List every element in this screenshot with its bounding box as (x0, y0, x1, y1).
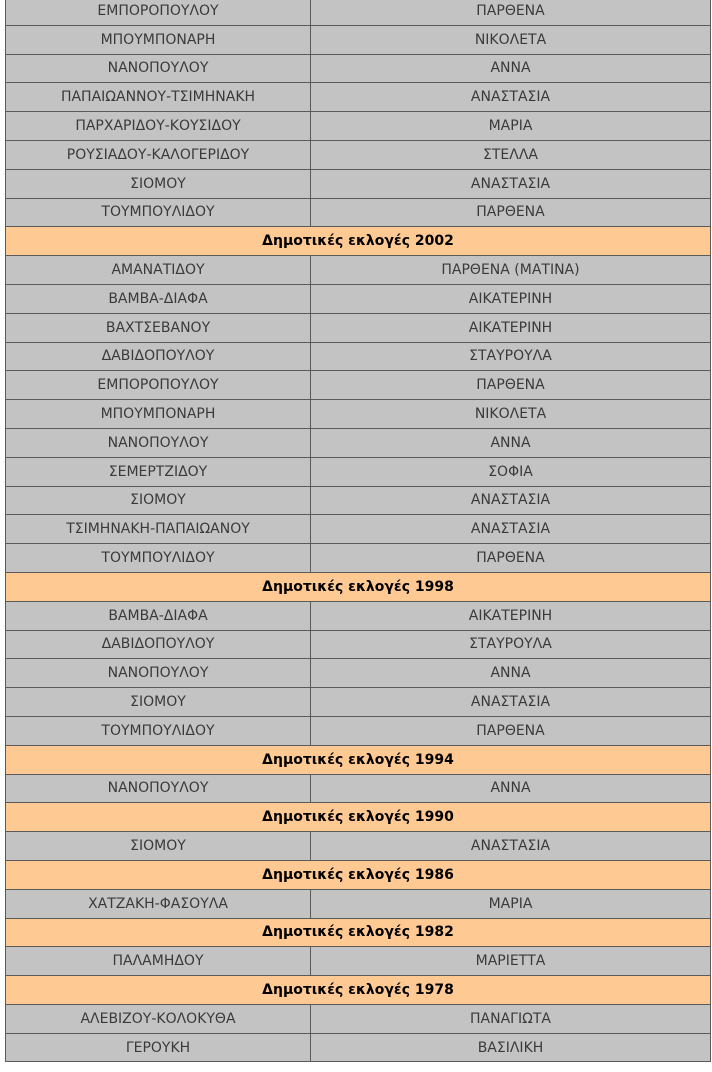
first-name-cell: ΑΝΑΣΤΑΣΙΑ (311, 486, 711, 515)
table-row (6, 688, 711, 717)
surname-cell: ΣΙΟΜΟΥ (6, 486, 311, 515)
first-name-cell: ΑΙΚΑΤΕΡΙΝΗ (311, 313, 711, 342)
first-name-cell: ΑΝΑΣΤΑΣΙΑ (311, 169, 711, 198)
election-year-header: Δημοτικές εκλογές 1998 (6, 572, 711, 601)
table-row (6, 947, 711, 976)
first-name-cell: ΑΝΝΑ (311, 659, 711, 688)
first-name-cell: ΑΙΚΑΤΕΡΙΝΗ (311, 601, 711, 630)
first-name-cell: ΝΙΚΟΛΕΤΑ (311, 25, 711, 54)
first-name-cell: ΑΝΝΑ (311, 428, 711, 457)
surname-cell: ΤΣΙΜΗΝΑΚΗ-ΠΑΠΑΙΩΑΝΟΥ (6, 515, 311, 544)
surname-cell: ΔΑΒΙΔΟΠΟΥΛΟΥ (6, 630, 311, 659)
table-row (6, 774, 711, 803)
first-name-cell: ΣΟΦΙΑ (311, 457, 711, 486)
election-year-header: Δημοτικές εκλογές 1978 (6, 976, 711, 1005)
surname-cell: ΓΕΡΟΥΚΗ (6, 1033, 311, 1062)
surname-cell: ΝΑΝΟΠΟΥΛΟΥ (6, 774, 311, 803)
first-name-cell: ΑΝΑΣΤΑΣΙΑ (311, 83, 711, 112)
first-name-cell: ΠΑΡΘΕΝΑ (311, 544, 711, 573)
first-name-cell: ΜΑΡΙΑ (311, 889, 711, 918)
first-name-cell: ΑΝΝΑ (311, 774, 711, 803)
table-row (6, 140, 711, 169)
table-row (6, 1004, 711, 1033)
table-row (6, 256, 711, 285)
surname-cell: ΠΑΡΧΑΡΙΔΟΥ-ΚΟΥΣΙΔΟΥ (6, 112, 311, 141)
table-row (6, 342, 711, 371)
table-row (6, 457, 711, 486)
surname-cell: ΝΑΝΟΠΟΥΛΟΥ (6, 54, 311, 83)
surname-cell: ΜΠΟΥΜΠΟΝΑΡΗ (6, 400, 311, 429)
table-row (6, 486, 711, 515)
first-name-cell: ΠΑΡΘΕΝΑ (311, 371, 711, 400)
first-name-cell: ΣΤΑΥΡΟΥΛΑ (311, 342, 711, 371)
table-row (6, 544, 711, 573)
first-name-cell: ΑΝΑΣΤΑΣΙΑ (311, 688, 711, 717)
table-row (6, 0, 711, 25)
surname-cell: ΧΑΤΖΑΚΗ-ΦΑΣΟΥΛΑ (6, 889, 311, 918)
surname-cell: ΣΙΟΜΟΥ (6, 169, 311, 198)
table-row (6, 25, 711, 54)
first-name-cell: ΑΝΝΑ (311, 54, 711, 83)
table-row (6, 832, 711, 861)
election-year-header-row (6, 745, 711, 774)
table-row (6, 400, 711, 429)
first-name-cell: ΠΑΡΘΕΝΑ (311, 716, 711, 745)
surname-cell: ΕΜΠΟΡΟΠΟΥΛΟΥ (6, 0, 311, 25)
table-row (6, 1033, 711, 1062)
surname-cell: ΣΙΟΜΟΥ (6, 832, 311, 861)
first-name-cell: ΑΝΑΣΤΑΣΙΑ (311, 515, 711, 544)
first-name-cell: ΣΤΑΥΡΟΥΛΑ (311, 630, 711, 659)
surname-cell: ΒΑΧΤΣΕΒΑΝΟΥ (6, 313, 311, 342)
first-name-cell: ΠΑΡΘΕΝΑ (311, 198, 711, 227)
election-year-header: Δημοτικές εκλογές 2002 (6, 227, 711, 256)
first-name-cell: ΝΙΚΟΛΕΤΑ (311, 400, 711, 429)
table-row (6, 659, 711, 688)
surname-cell: ΠΑΠΑΙΩΑΝΝΟΥ-ΤΣΙΜΗΝΑΚΗ (6, 83, 311, 112)
election-year-header-row (6, 860, 711, 889)
first-name-cell: ΜΑΡΙΕΤΤΑ (311, 947, 711, 976)
table-row (6, 601, 711, 630)
surname-cell: ΒΑΜΒΑ-ΔΙΑΦΑ (6, 284, 311, 313)
table-row (6, 515, 711, 544)
surname-cell: ΜΠΟΥΜΠΟΝΑΡΗ (6, 25, 311, 54)
surname-cell: ΑΛΕΒΙΖΟΥ-ΚΟΛΟΚΥΘΑ (6, 1004, 311, 1033)
election-year-header: Δημοτικές εκλογές 1982 (6, 918, 711, 947)
election-year-header: Δημοτικές εκλογές 1990 (6, 803, 711, 832)
table-row (6, 83, 711, 112)
surname-cell: ΣΕΜΕΡΤΖΙΔΟΥ (6, 457, 311, 486)
election-year-header-row (6, 227, 711, 256)
election-year-header-row (6, 918, 711, 947)
table-row (6, 112, 711, 141)
surname-cell: ΤΟΥΜΠΟΥΛΙΔΟΥ (6, 198, 311, 227)
surname-cell: ΑΜΑΝΑΤΙΔΟΥ (6, 256, 311, 285)
table-row (6, 716, 711, 745)
surname-cell: ΕΜΠΟΡΟΠΟΥΛΟΥ (6, 371, 311, 400)
surname-cell: ΒΑΜΒΑ-ΔΙΑΦΑ (6, 601, 311, 630)
table-row (6, 889, 711, 918)
table-row (6, 428, 711, 457)
first-name-cell: ΣΤΕΛΛΑ (311, 140, 711, 169)
election-year-header: Δημοτικές εκλογές 1986 (6, 860, 711, 889)
first-name-cell: ΜΑΡΙΑ (311, 112, 711, 141)
election-year-header-row (6, 572, 711, 601)
table-row (6, 169, 711, 198)
table-row (6, 54, 711, 83)
first-name-cell: ΒΑΣΙΛΙΚΗ (311, 1033, 711, 1062)
surname-cell: ΠΑΛΑΜΗΔΟΥ (6, 947, 311, 976)
election-year-header-row (6, 976, 711, 1005)
table-row (6, 198, 711, 227)
table-row (6, 630, 711, 659)
table-row (6, 313, 711, 342)
election-candidates-table (5, 0, 711, 1062)
first-name-cell: ΠΑΡΘΕΝΑ (ΜΑΤΙΝΑ) (311, 256, 711, 285)
table-row (6, 284, 711, 313)
surname-cell: ΔΑΒΙΔΟΠΟΥΛΟΥ (6, 342, 311, 371)
surname-cell: ΝΑΝΟΠΟΥΛΟΥ (6, 428, 311, 457)
election-year-header-row (6, 803, 711, 832)
table-row (6, 371, 711, 400)
surname-cell: ΣΙΟΜΟΥ (6, 688, 311, 717)
surname-cell: ΤΟΥΜΠΟΥΛΙΔΟΥ (6, 544, 311, 573)
first-name-cell: ΑΝΑΣΤΑΣΙΑ (311, 832, 711, 861)
first-name-cell: ΑΙΚΑΤΕΡΙΝΗ (311, 284, 711, 313)
election-year-header: Δημοτικές εκλογές 1994 (6, 745, 711, 774)
surname-cell: ΤΟΥΜΠΟΥΛΙΔΟΥ (6, 716, 311, 745)
first-name-cell: ΠΑΡΘΕΝΑ (311, 0, 711, 25)
surname-cell: ΝΑΝΟΠΟΥΛΟΥ (6, 659, 311, 688)
surname-cell: ΡΟΥΣΙΑΔΟΥ-ΚΑΛΟΓΕΡΙΔΟΥ (6, 140, 311, 169)
first-name-cell: ΠΑΝΑΓΙΩΤΑ (311, 1004, 711, 1033)
table-body (6, 0, 711, 1062)
